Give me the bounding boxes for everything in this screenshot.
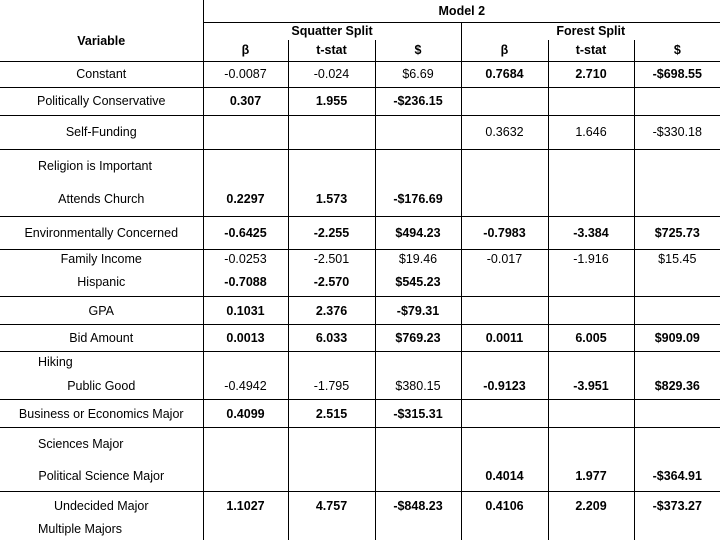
squatter-tstat-cell: -2.570	[288, 268, 375, 296]
forest-dollar-cell: $829.36	[634, 373, 720, 400]
forest-tstat-cell	[548, 519, 634, 540]
squatter-dollar-cell: $380.15	[375, 373, 461, 400]
forest-beta-cell: -0.017	[461, 249, 548, 268]
variable-name-cell: Sciences Major	[38, 437, 124, 452]
forest-beta-cell	[461, 428, 548, 461]
squatter-dollar-cell	[375, 352, 461, 373]
squatter-dollar-cell: -$848.23	[375, 492, 461, 519]
forest-tstat-cell	[548, 181, 634, 216]
squatter-tstat-cell: -0.024	[288, 61, 375, 87]
variable-name-cell: GPA	[0, 296, 203, 324]
forest-tstat-cell	[548, 149, 634, 181]
forest-beta-cell: 0.3632	[461, 115, 548, 149]
variable-name-cell: Business or Economics Major	[0, 400, 203, 428]
forest-dollar-cell	[634, 268, 720, 296]
forest-dollar-cell: -$364.91	[634, 461, 720, 492]
squatter-beta-cell	[203, 461, 288, 492]
squatter-tstat-cell	[288, 519, 375, 540]
forest-beta-cell	[461, 296, 548, 324]
table-row	[0, 325, 720, 352]
header-row-splits	[0, 22, 720, 40]
squatter-beta-cell: -0.0087	[203, 61, 288, 87]
variable-header: Variable	[0, 22, 203, 61]
forest-beta-cell: -0.7983	[461, 216, 548, 249]
squatter-tstat-cell: -2.255	[288, 216, 375, 249]
forest-dollar-cell	[634, 181, 720, 216]
table-row	[0, 373, 720, 400]
forest-tstat-cell: 6.005	[548, 325, 634, 352]
forest-dollar-cell: -$373.27	[634, 492, 720, 519]
squatter-tstat-cell: 1.955	[288, 87, 375, 115]
variable-name-cell: Public Good	[0, 373, 203, 400]
forest-beta-cell: 0.0011	[461, 325, 548, 352]
table-row	[0, 216, 720, 249]
squatter-tstat-cell	[288, 115, 375, 149]
forest-tstat-cell	[548, 87, 634, 115]
squatter-beta-cell: -0.7088	[203, 268, 288, 296]
squatter-tstat-cell: 6.033	[288, 325, 375, 352]
squatter-tstat-header: t-stat	[288, 40, 375, 61]
forest-tstat-cell	[548, 296, 634, 324]
squatter-split-header: Squatter Split	[203, 22, 461, 40]
squatter-tstat-cell	[288, 352, 375, 373]
forest-dollar-cell	[634, 149, 720, 181]
forest-beta-cell	[461, 519, 548, 540]
forest-tstat-cell	[548, 400, 634, 428]
forest-beta-cell	[461, 268, 548, 296]
variable-name-cell: Politically Conservative	[0, 87, 203, 115]
squatter-tstat-cell: -2.501	[288, 249, 375, 268]
forest-dollar-cell	[634, 296, 720, 324]
forest-tstat-cell: 2.209	[548, 492, 634, 519]
forest-dollar-cell	[634, 428, 720, 461]
forest-dollar-header: $	[634, 40, 720, 61]
squatter-dollar-cell	[375, 115, 461, 149]
header-row-model	[0, 0, 720, 22]
squatter-dollar-cell: $545.23	[375, 268, 461, 296]
forest-split-header: Forest Split	[461, 22, 720, 40]
squatter-beta-cell	[203, 149, 288, 181]
table-row	[0, 352, 720, 373]
forest-dollar-cell	[634, 352, 720, 373]
forest-dollar-cell	[634, 400, 720, 428]
forest-dollar-cell	[634, 87, 720, 115]
forest-dollar-cell: $725.73	[634, 216, 720, 249]
squatter-tstat-cell: 4.757	[288, 492, 375, 519]
variable-name-cell: Undecided Major	[54, 498, 149, 513]
squatter-tstat-cell	[288, 428, 375, 461]
forest-beta-cell: 0.7684	[461, 61, 548, 87]
squatter-dollar-cell: -$79.31	[375, 296, 461, 324]
squatter-dollar-cell: $6.69	[375, 61, 461, 87]
table-row	[0, 181, 720, 216]
squatter-dollar-cell: $19.46	[375, 249, 461, 268]
table-row	[0, 428, 720, 461]
squatter-beta-cell: 1.1027	[203, 492, 288, 519]
squatter-tstat-cell	[288, 149, 375, 181]
squatter-dollar-cell: $494.23	[375, 216, 461, 249]
squatter-beta-cell	[203, 428, 288, 461]
table-row	[0, 400, 720, 428]
squatter-beta-cell: 0.0013	[203, 325, 288, 352]
squatter-dollar-cell: -$236.15	[375, 87, 461, 115]
table-row	[0, 115, 720, 149]
squatter-beta-cell	[203, 519, 288, 540]
squatter-beta-header: β	[203, 40, 288, 61]
table-row	[0, 296, 720, 324]
forest-beta-cell	[461, 400, 548, 428]
squatter-beta-cell: -0.6425	[203, 216, 288, 249]
forest-tstat-cell: 1.646	[548, 115, 634, 149]
forest-tstat-cell: 1.977	[548, 461, 634, 492]
forest-dollar-cell	[634, 519, 720, 540]
forest-tstat-cell: -1.916	[548, 249, 634, 268]
squatter-dollar-cell: $769.23	[375, 325, 461, 352]
squatter-dollar-cell	[375, 519, 461, 540]
table-row	[0, 87, 720, 115]
forest-tstat-cell: -3.384	[548, 216, 634, 249]
variable-name-cell: Bid Amount	[0, 325, 203, 352]
forest-beta-cell	[461, 149, 548, 181]
variable-name-cell: Environmentally Concerned	[0, 216, 203, 249]
squatter-beta-cell: 0.2297	[203, 181, 288, 216]
squatter-tstat-cell: 1.573	[288, 181, 375, 216]
squatter-dollar-cell: -$315.31	[375, 400, 461, 428]
variable-name-cell: Multiple Majors	[38, 522, 123, 537]
forest-beta-cell: 0.4106	[461, 492, 548, 519]
squatter-beta-cell: 0.1031	[203, 296, 288, 324]
squatter-tstat-cell: 2.376	[288, 296, 375, 324]
variable-name-cell: Hiking	[38, 355, 73, 370]
forest-beta-cell: 0.4014	[461, 461, 548, 492]
table-row	[0, 149, 720, 181]
table-row	[0, 461, 720, 492]
squatter-dollar-cell	[375, 461, 461, 492]
forest-tstat-cell	[548, 428, 634, 461]
table-row	[0, 268, 720, 296]
table-row	[0, 519, 720, 540]
forest-tstat-cell: 2.710	[548, 61, 634, 87]
forest-beta-header: β	[461, 40, 548, 61]
squatter-beta-cell: -0.0253	[203, 249, 288, 268]
variable-name-cell: Political Science Major	[0, 461, 203, 492]
squatter-dollar-cell: -$176.69	[375, 181, 461, 216]
squatter-tstat-cell: 2.515	[288, 400, 375, 428]
squatter-dollar-cell	[375, 149, 461, 181]
squatter-dollar-cell	[375, 428, 461, 461]
variable-name-cell: Family Income	[60, 252, 142, 267]
forest-beta-cell	[461, 352, 548, 373]
variable-name-cell: Constant	[0, 61, 203, 87]
squatter-beta-cell: -0.4942	[203, 373, 288, 400]
table-row	[0, 61, 720, 87]
forest-dollar-cell: -$698.55	[634, 61, 720, 87]
variable-name-cell: Hispanic	[0, 268, 203, 296]
squatter-beta-cell	[203, 352, 288, 373]
forest-tstat-header: t-stat	[548, 40, 634, 61]
variable-name-cell: Attends Church	[0, 181, 203, 216]
forest-beta-cell: -0.9123	[461, 373, 548, 400]
forest-beta-cell	[461, 181, 548, 216]
forest-dollar-cell: -$330.18	[634, 115, 720, 149]
forest-tstat-cell: -3.951	[548, 373, 634, 400]
squatter-tstat-cell: -1.795	[288, 373, 375, 400]
squatter-dollar-header: $	[375, 40, 461, 61]
table-row	[0, 249, 720, 268]
table-row	[0, 492, 720, 519]
forest-dollar-cell: $909.09	[634, 325, 720, 352]
variable-name-cell: Religion is Important	[38, 158, 152, 173]
squatter-tstat-cell	[288, 461, 375, 492]
forest-tstat-cell	[548, 352, 634, 373]
forest-dollar-cell: $15.45	[634, 249, 720, 268]
header-blank-cell	[0, 0, 203, 22]
squatter-beta-cell	[203, 115, 288, 149]
squatter-beta-cell: 0.307	[203, 87, 288, 115]
squatter-beta-cell: 0.4099	[203, 400, 288, 428]
variable-name-cell: Self-Funding	[0, 115, 203, 149]
forest-tstat-cell	[548, 268, 634, 296]
forest-beta-cell	[461, 87, 548, 115]
model-header: Model 2	[203, 0, 720, 22]
